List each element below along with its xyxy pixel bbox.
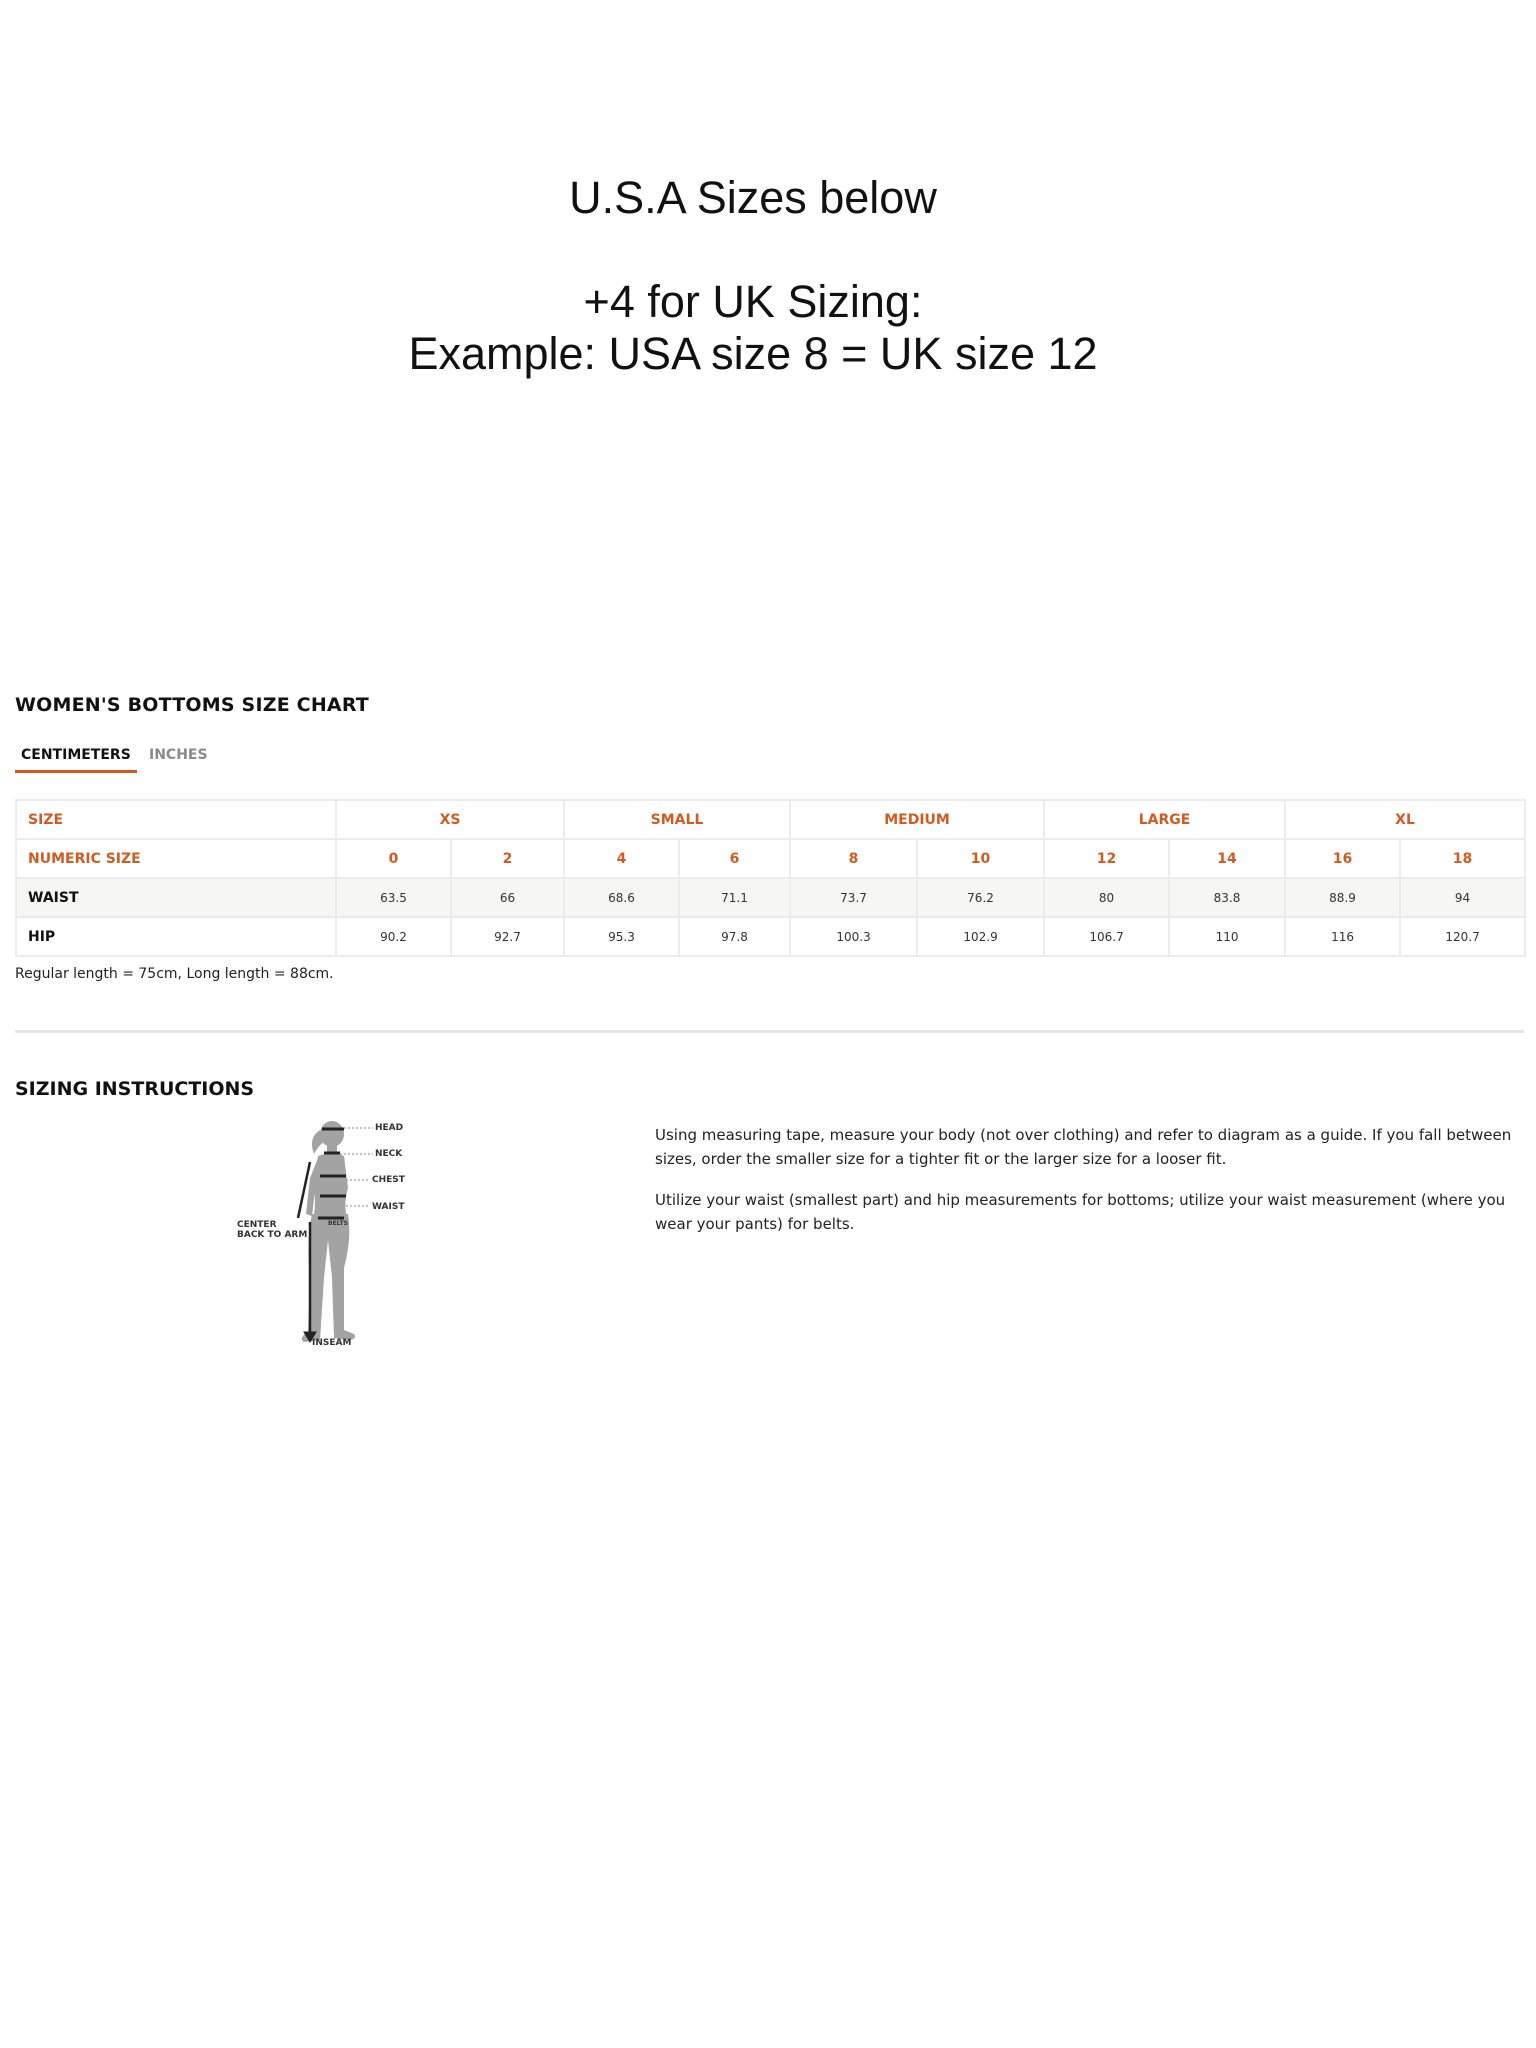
label-inseam: INSEAM: [312, 1338, 352, 1348]
numeric-size-cell: 0: [336, 839, 451, 878]
size-table: [15, 799, 1526, 957]
size-group-medium: MEDIUM: [790, 800, 1044, 839]
label-waist: WAIST: [372, 1202, 405, 1212]
hip-cell: 95.3: [564, 917, 679, 956]
waist-cell: 88.9: [1285, 878, 1400, 917]
hip-cell: 100.3: [790, 917, 917, 956]
waist-cell: 68.6: [564, 878, 679, 917]
numeric-size-cell: 6: [679, 839, 790, 878]
section-divider: [15, 1030, 1524, 1033]
tab-centimeters[interactable]: CENTIMETERS: [15, 745, 137, 773]
hip-cell: 90.2: [336, 917, 451, 956]
sizing-instructions-title: SIZING INSTRUCTIONS: [15, 1078, 255, 1100]
hip-cell: 92.7: [451, 917, 564, 956]
notice-line-usa: U.S.A Sizes below: [569, 172, 937, 223]
numeric-size-cell: 18: [1400, 839, 1525, 878]
waist-row: [16, 878, 1525, 917]
hip-cell: 106.7: [1044, 917, 1169, 956]
waist-cell: 83.8: [1169, 878, 1285, 917]
sizing-instructions-text: [655, 1124, 1525, 1254]
numeric-size-cell: 12: [1044, 839, 1169, 878]
size-group-large: LARGE: [1044, 800, 1285, 839]
label-head: HEAD: [375, 1123, 404, 1133]
hip-cell: 102.9: [917, 917, 1044, 956]
hip-cell: 116: [1285, 917, 1400, 956]
size-group-row: [16, 800, 1525, 839]
hip-row-label: HIP: [16, 917, 336, 956]
size-group-xl: XL: [1285, 800, 1525, 839]
size-group-xs: XS: [336, 800, 564, 839]
instruction-paragraph-measure: Using measuring tape, measure your body (not over clothing) and refer to diagram as a guide. If you fall between sizes, order the smaller size for a tighter fit or the larger size for a looser fit.: [655, 1126, 1512, 1168]
size-chart-title: WOMEN'S BOTTOMS SIZE CHART: [15, 694, 369, 716]
label-belts: BELTS: [328, 1220, 348, 1227]
notice-line-uk: +4 for UK Sizing:: [583, 276, 923, 327]
numeric-size-cell: 2: [451, 839, 564, 878]
label-center-back-2: BACK TO ARM: [237, 1230, 308, 1240]
numeric-size-cell: 4: [564, 839, 679, 878]
label-chest: CHEST: [372, 1175, 405, 1185]
label-neck: NECK: [375, 1149, 403, 1159]
length-note: Regular length = 75cm, Long length = 88cm.: [15, 966, 334, 982]
size-group-small: SMALL: [564, 800, 790, 839]
uk-sizing-notice: [0, 172, 1506, 380]
waist-cell: 66: [451, 878, 564, 917]
hip-cell: 110: [1169, 917, 1285, 956]
numeric-size-cell: 8: [790, 839, 917, 878]
waist-cell: 94: [1400, 878, 1525, 917]
tab-inches[interactable]: INCHES: [149, 747, 208, 763]
numeric-size-cell: 14: [1169, 839, 1285, 878]
notice-line-example: Example: USA size 8 = UK size 12: [408, 328, 1098, 379]
hip-cell: 120.7: [1400, 917, 1525, 956]
waist-cell: 76.2: [917, 878, 1044, 917]
size-row-label: SIZE: [16, 800, 336, 839]
numeric-size-label: NUMERIC SIZE: [16, 839, 336, 878]
numeric-size-row: [16, 839, 1525, 878]
waist-cell: 63.5: [336, 878, 451, 917]
waist-cell: 80: [1044, 878, 1169, 917]
numeric-size-cell: 10: [917, 839, 1044, 878]
instruction-paragraph-bottoms: Utilize your waist (smallest part) and hip measurements for bottoms; utilize your waist measurement (where you wear your pants) for belts.: [655, 1191, 1506, 1233]
hip-cell: 97.8: [679, 917, 790, 956]
measurement-diagram: [237, 1118, 410, 1353]
waist-row-label: WAIST: [16, 878, 336, 917]
waist-cell: 73.7: [790, 878, 917, 917]
hip-row: [16, 917, 1525, 956]
numeric-size-cell: 16: [1285, 839, 1400, 878]
waist-cell: 71.1: [679, 878, 790, 917]
label-center-back-1: CENTER: [237, 1220, 277, 1230]
